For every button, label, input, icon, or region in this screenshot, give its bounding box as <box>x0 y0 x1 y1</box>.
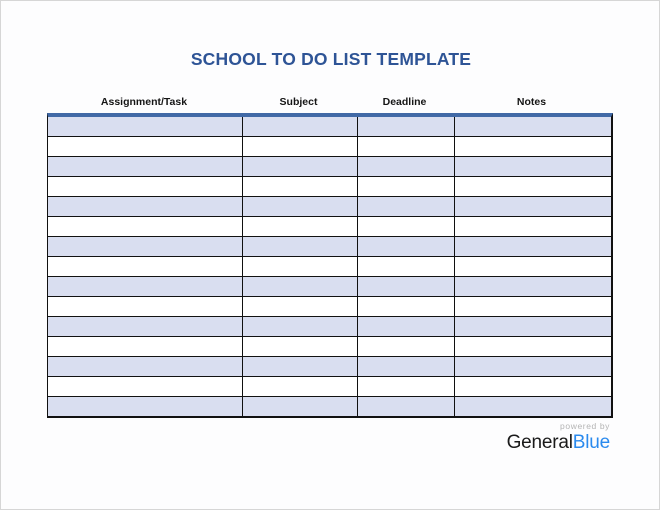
table-cell[interactable] <box>454 117 611 137</box>
table-row <box>48 217 611 237</box>
table-row <box>48 337 611 357</box>
table-cell[interactable] <box>454 317 611 337</box>
table-row <box>48 197 611 217</box>
table-cell[interactable] <box>454 217 611 237</box>
table-cell[interactable] <box>242 377 357 397</box>
table-row <box>48 157 611 177</box>
table-cell[interactable] <box>48 277 242 297</box>
table-cell[interactable] <box>454 177 611 197</box>
table-cell[interactable] <box>357 257 454 277</box>
table-cell[interactable] <box>48 257 242 277</box>
table-cell[interactable] <box>454 157 611 177</box>
table-cell[interactable] <box>357 297 454 317</box>
table-row <box>48 237 611 257</box>
table-cell[interactable] <box>242 177 357 197</box>
table-cell[interactable] <box>48 137 242 157</box>
todo-table-grid <box>47 113 613 418</box>
table-cell[interactable] <box>242 337 357 357</box>
table-cell[interactable] <box>242 237 357 257</box>
table-cell[interactable] <box>48 397 242 417</box>
table-row <box>48 297 611 317</box>
table-cell[interactable] <box>48 117 242 137</box>
todo-table-body <box>48 117 611 416</box>
table-cell[interactable] <box>357 277 454 297</box>
table-cell[interactable] <box>242 137 357 157</box>
table-cell[interactable] <box>48 217 242 237</box>
table-cell[interactable] <box>357 337 454 357</box>
todo-table-block <box>47 96 610 418</box>
table-row <box>48 277 611 297</box>
table-cell[interactable] <box>454 197 611 217</box>
column-header-notes: Notes <box>516 96 547 108</box>
table-cell[interactable] <box>242 157 357 177</box>
table-row <box>48 377 611 397</box>
table-cell[interactable] <box>454 397 611 417</box>
table-cell[interactable] <box>454 237 611 257</box>
table-cell[interactable] <box>454 297 611 317</box>
page-title: SCHOOL TO DO LIST TEMPLATE <box>190 49 472 69</box>
table-cell[interactable] <box>357 397 454 417</box>
generalblue-logo <box>507 422 610 452</box>
logo-powered-by-text: powered by <box>560 421 610 431</box>
table-cell[interactable] <box>48 297 242 317</box>
table-cell[interactable] <box>242 297 357 317</box>
table-cell[interactable] <box>357 157 454 177</box>
table-cell[interactable] <box>242 197 357 217</box>
table-cell[interactable] <box>454 257 611 277</box>
table-cell[interactable] <box>357 237 454 257</box>
table-cell[interactable] <box>454 377 611 397</box>
table-cell[interactable] <box>242 357 357 377</box>
table-cell[interactable] <box>242 257 357 277</box>
table-row <box>48 357 611 377</box>
column-header-subject: Subject <box>279 96 318 108</box>
table-row <box>48 257 611 277</box>
table-cell[interactable] <box>48 197 242 217</box>
logo-word-general: General <box>506 431 573 453</box>
column-header-deadline: Deadline <box>382 96 427 108</box>
table-row <box>48 317 611 337</box>
table-cell[interactable] <box>454 337 611 357</box>
table-row <box>48 117 611 137</box>
table-cell[interactable] <box>357 217 454 237</box>
table-cell[interactable] <box>242 117 357 137</box>
table-cell[interactable] <box>357 177 454 197</box>
table-cell[interactable] <box>48 357 242 377</box>
table-cell[interactable] <box>357 197 454 217</box>
logo-wordmark <box>507 433 610 452</box>
table-cell[interactable] <box>48 237 242 257</box>
table-column-headers <box>47 96 610 113</box>
table-cell[interactable] <box>357 377 454 397</box>
table-cell[interactable] <box>357 317 454 337</box>
table-cell[interactable] <box>357 117 454 137</box>
table-cell[interactable] <box>48 317 242 337</box>
table-cell[interactable] <box>242 277 357 297</box>
table-cell[interactable] <box>454 277 611 297</box>
table-cell[interactable] <box>357 357 454 377</box>
table-cell[interactable] <box>48 177 242 197</box>
table-cell[interactable] <box>48 377 242 397</box>
logo-word-blue: Blue <box>572 431 610 453</box>
table-cell[interactable] <box>48 157 242 177</box>
column-header-assignment-task: Assignment/Task <box>100 96 188 108</box>
table-cell[interactable] <box>357 137 454 157</box>
table-cell[interactable] <box>242 217 357 237</box>
table-row <box>48 137 611 157</box>
table-cell[interactable] <box>242 317 357 337</box>
table-cell[interactable] <box>454 357 611 377</box>
table-cell[interactable] <box>242 397 357 417</box>
table-row <box>48 397 611 417</box>
todo-table <box>48 117 611 416</box>
table-row <box>48 177 611 197</box>
table-cell[interactable] <box>48 337 242 357</box>
table-cell[interactable] <box>454 137 611 157</box>
